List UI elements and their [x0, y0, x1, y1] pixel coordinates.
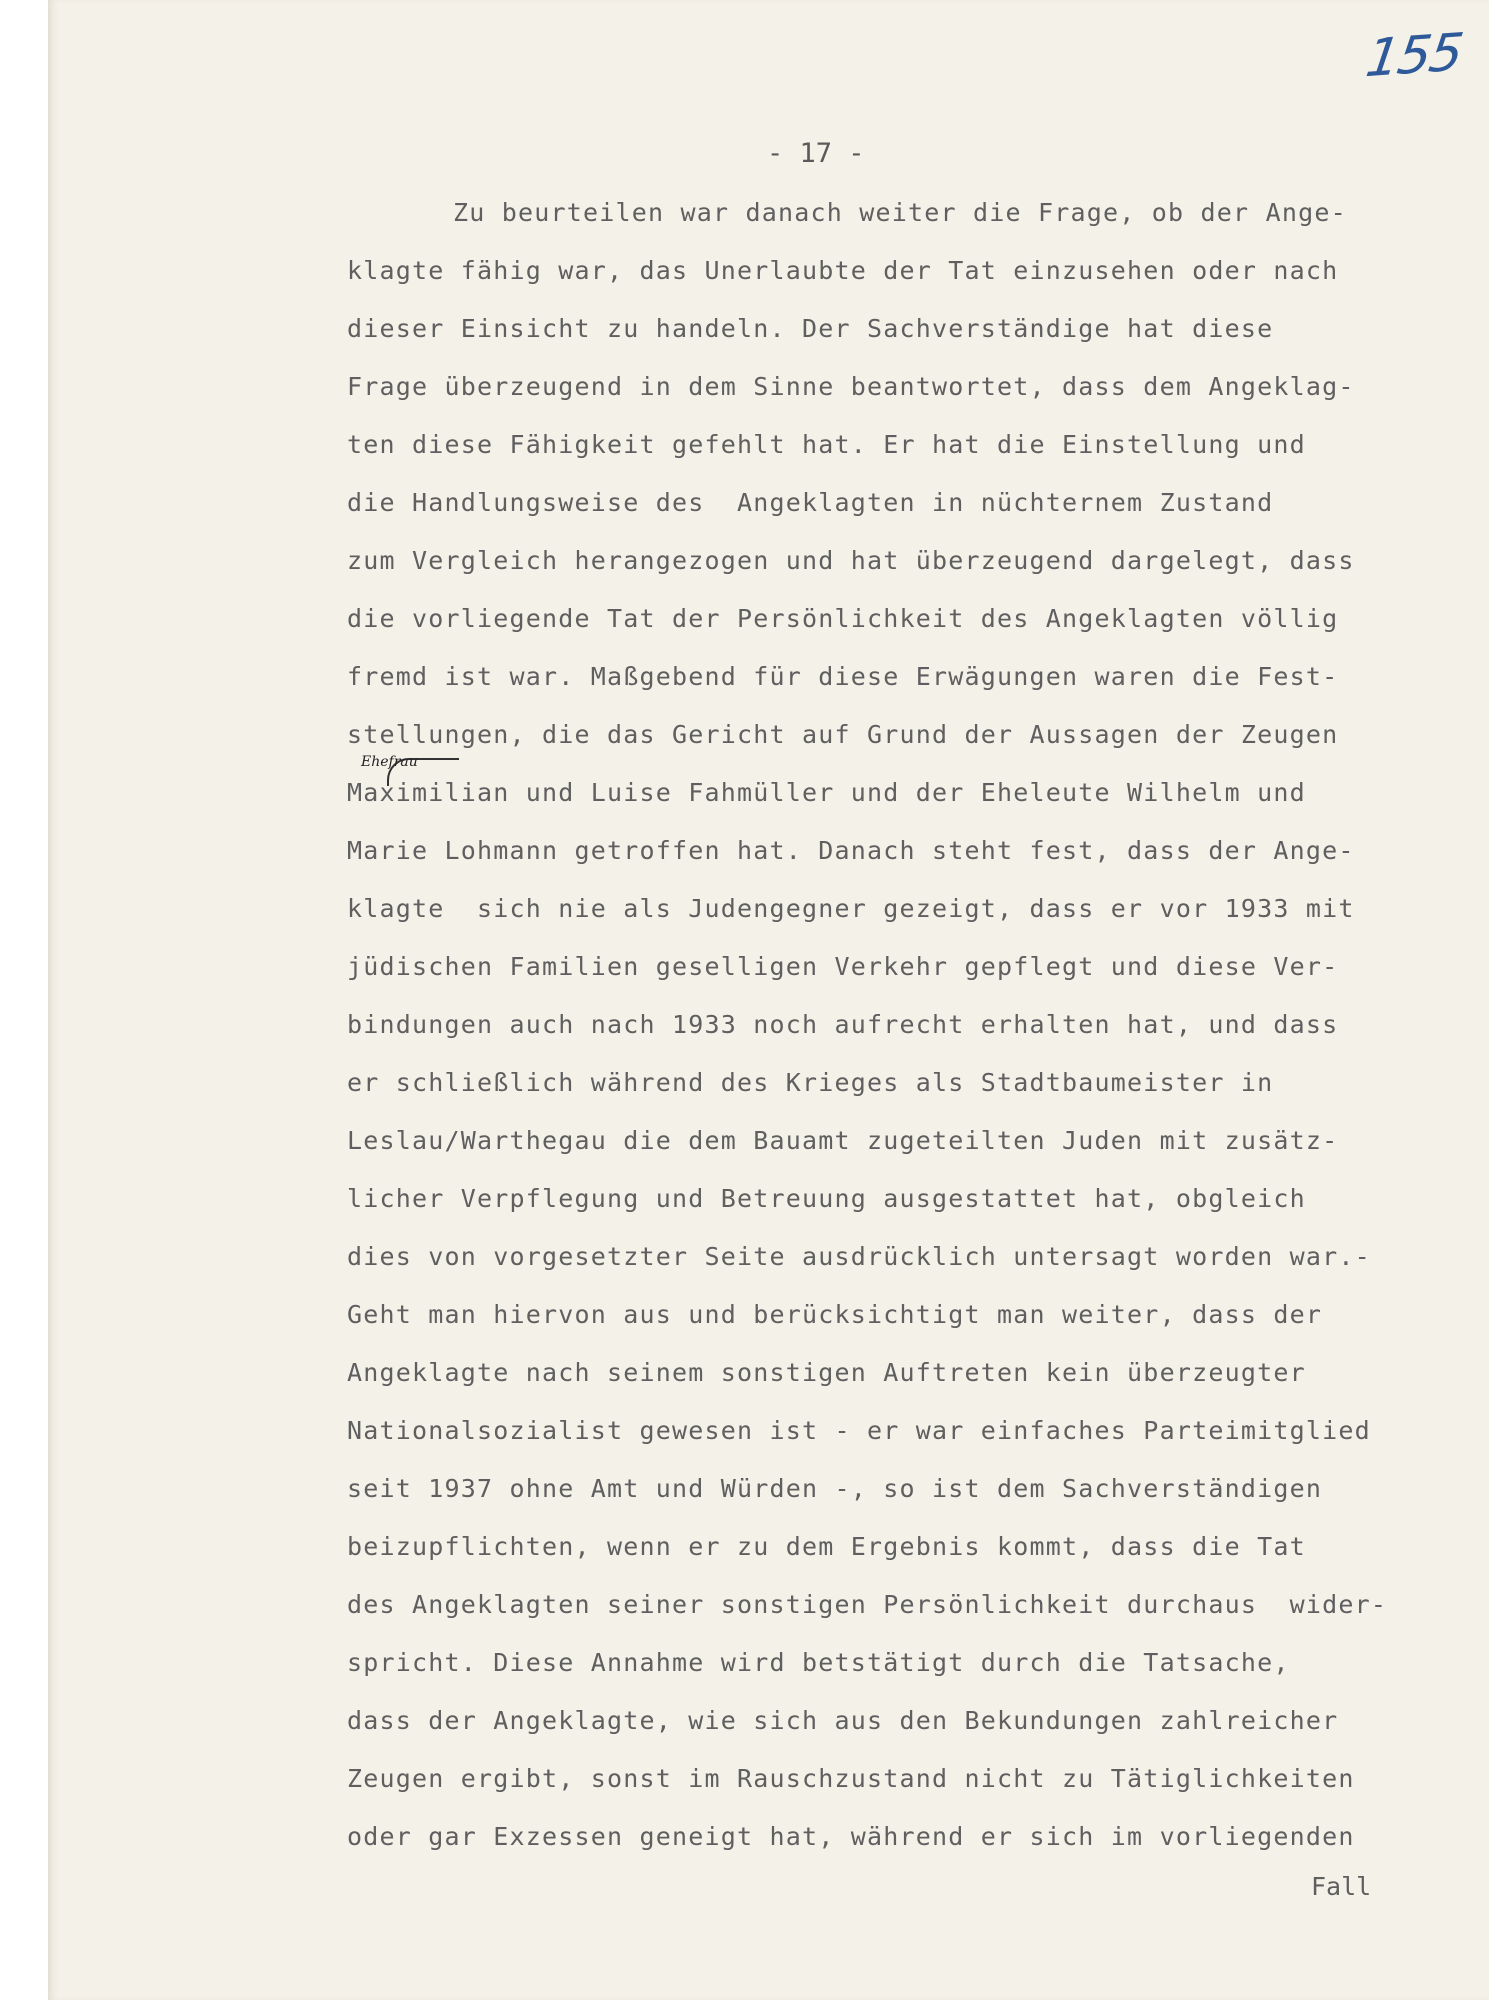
text-line: Leslau/Warthegau die dem Bauamt zugeteilten Juden mit zusätz-	[347, 1126, 1339, 1155]
text-line: Nationalsozialist gewesen ist - er war einfaches Parteimitglied	[347, 1416, 1371, 1445]
handwritten-margin-note: Ehefrau	[361, 754, 418, 770]
text-line: Zu beurteilen war danach weiter die Frage, ob der Ange-	[453, 198, 1347, 227]
text-line: spricht. Diese Annahme wird betstätigt durch die Tatsache,	[347, 1648, 1290, 1677]
text-line: jüdischen Familien geselligen Verkehr gepflegt und diese Ver-	[347, 952, 1339, 981]
document-page	[48, 0, 1489, 2000]
text-line: Geht man hiervon aus und berücksichtigt man weiter, dass der	[347, 1300, 1323, 1329]
text-line: die Handlungsweise des Angeklagten in nüchternem Zustand	[347, 488, 1274, 517]
text-line: beizupflichten, wenn er zu dem Ergebnis kommt, dass die Tat	[347, 1532, 1306, 1561]
text-line: Maximilian und Luise Fahmüller und der Eheleute Wilhelm und	[347, 778, 1306, 807]
text-line: ten diese Fähigkeit gefehlt hat. Er hat die Einstellung und	[347, 430, 1306, 459]
text-line: fremd ist war. Maßgebend für diese Erwägungen waren die Fest-	[347, 662, 1339, 691]
text-line: Angeklagte nach seinem sonstigen Auftreten kein überzeugter	[347, 1358, 1306, 1387]
text-line: klagte sich nie als Judengegner gezeigt, dass er vor 1933 mit	[347, 894, 1355, 923]
text-line: dass der Angeklagte, wie sich aus den Bekundungen zahlreicher	[347, 1706, 1339, 1735]
text-line: Marie Lohmann getroffen hat. Danach steht fest, dass der Ange-	[347, 836, 1355, 865]
text-line: oder gar Exzessen geneigt hat, während er sich im vorliegenden	[347, 1822, 1355, 1851]
text-line: zum Vergleich herangezogen und hat überzeugend dargelegt, dass	[347, 546, 1355, 575]
text-line: des Angeklagten seiner sonstigen Persönlichkeit durchaus wider-	[347, 1590, 1388, 1619]
text-line: er schließlich während des Krieges als Stadtbaumeister in	[347, 1068, 1274, 1097]
text-line: bindungen auch nach 1933 noch aufrecht erhalten hat, und dass	[347, 1010, 1339, 1039]
text-line: seit 1937 ohne Amt und Würden -, so ist dem Sachverständigen	[347, 1474, 1323, 1503]
text-line: klagte fähig war, das Unerlaubte der Tat einzusehen oder nach	[347, 256, 1339, 285]
text-line: Frage überzeugend in dem Sinne beantwortet, dass dem Angeklag-	[347, 372, 1355, 401]
page-number: - 17 -	[767, 138, 865, 169]
catchword: Fall	[1311, 1872, 1372, 1901]
text-line: die vorliegende Tat der Persönlichkeit des Angeklagten völlig	[347, 604, 1339, 633]
text-line: dieser Einsicht zu handeln. Der Sachverständige hat diese	[347, 314, 1274, 343]
text-line: stellungen, die das Gericht auf Grund der Aussagen der Zeugen	[347, 720, 1339, 749]
text-line: Zeugen ergibt, sonst im Rauschzustand nicht zu Tätiglichkeiten	[347, 1764, 1355, 1793]
text-line: dies von vorgesetzter Seite ausdrücklich untersagt worden war.-	[347, 1242, 1371, 1271]
folio-number: 155	[1362, 22, 1466, 90]
text-line: licher Verpflegung und Betreuung ausgestattet hat, obgleich	[347, 1184, 1306, 1213]
